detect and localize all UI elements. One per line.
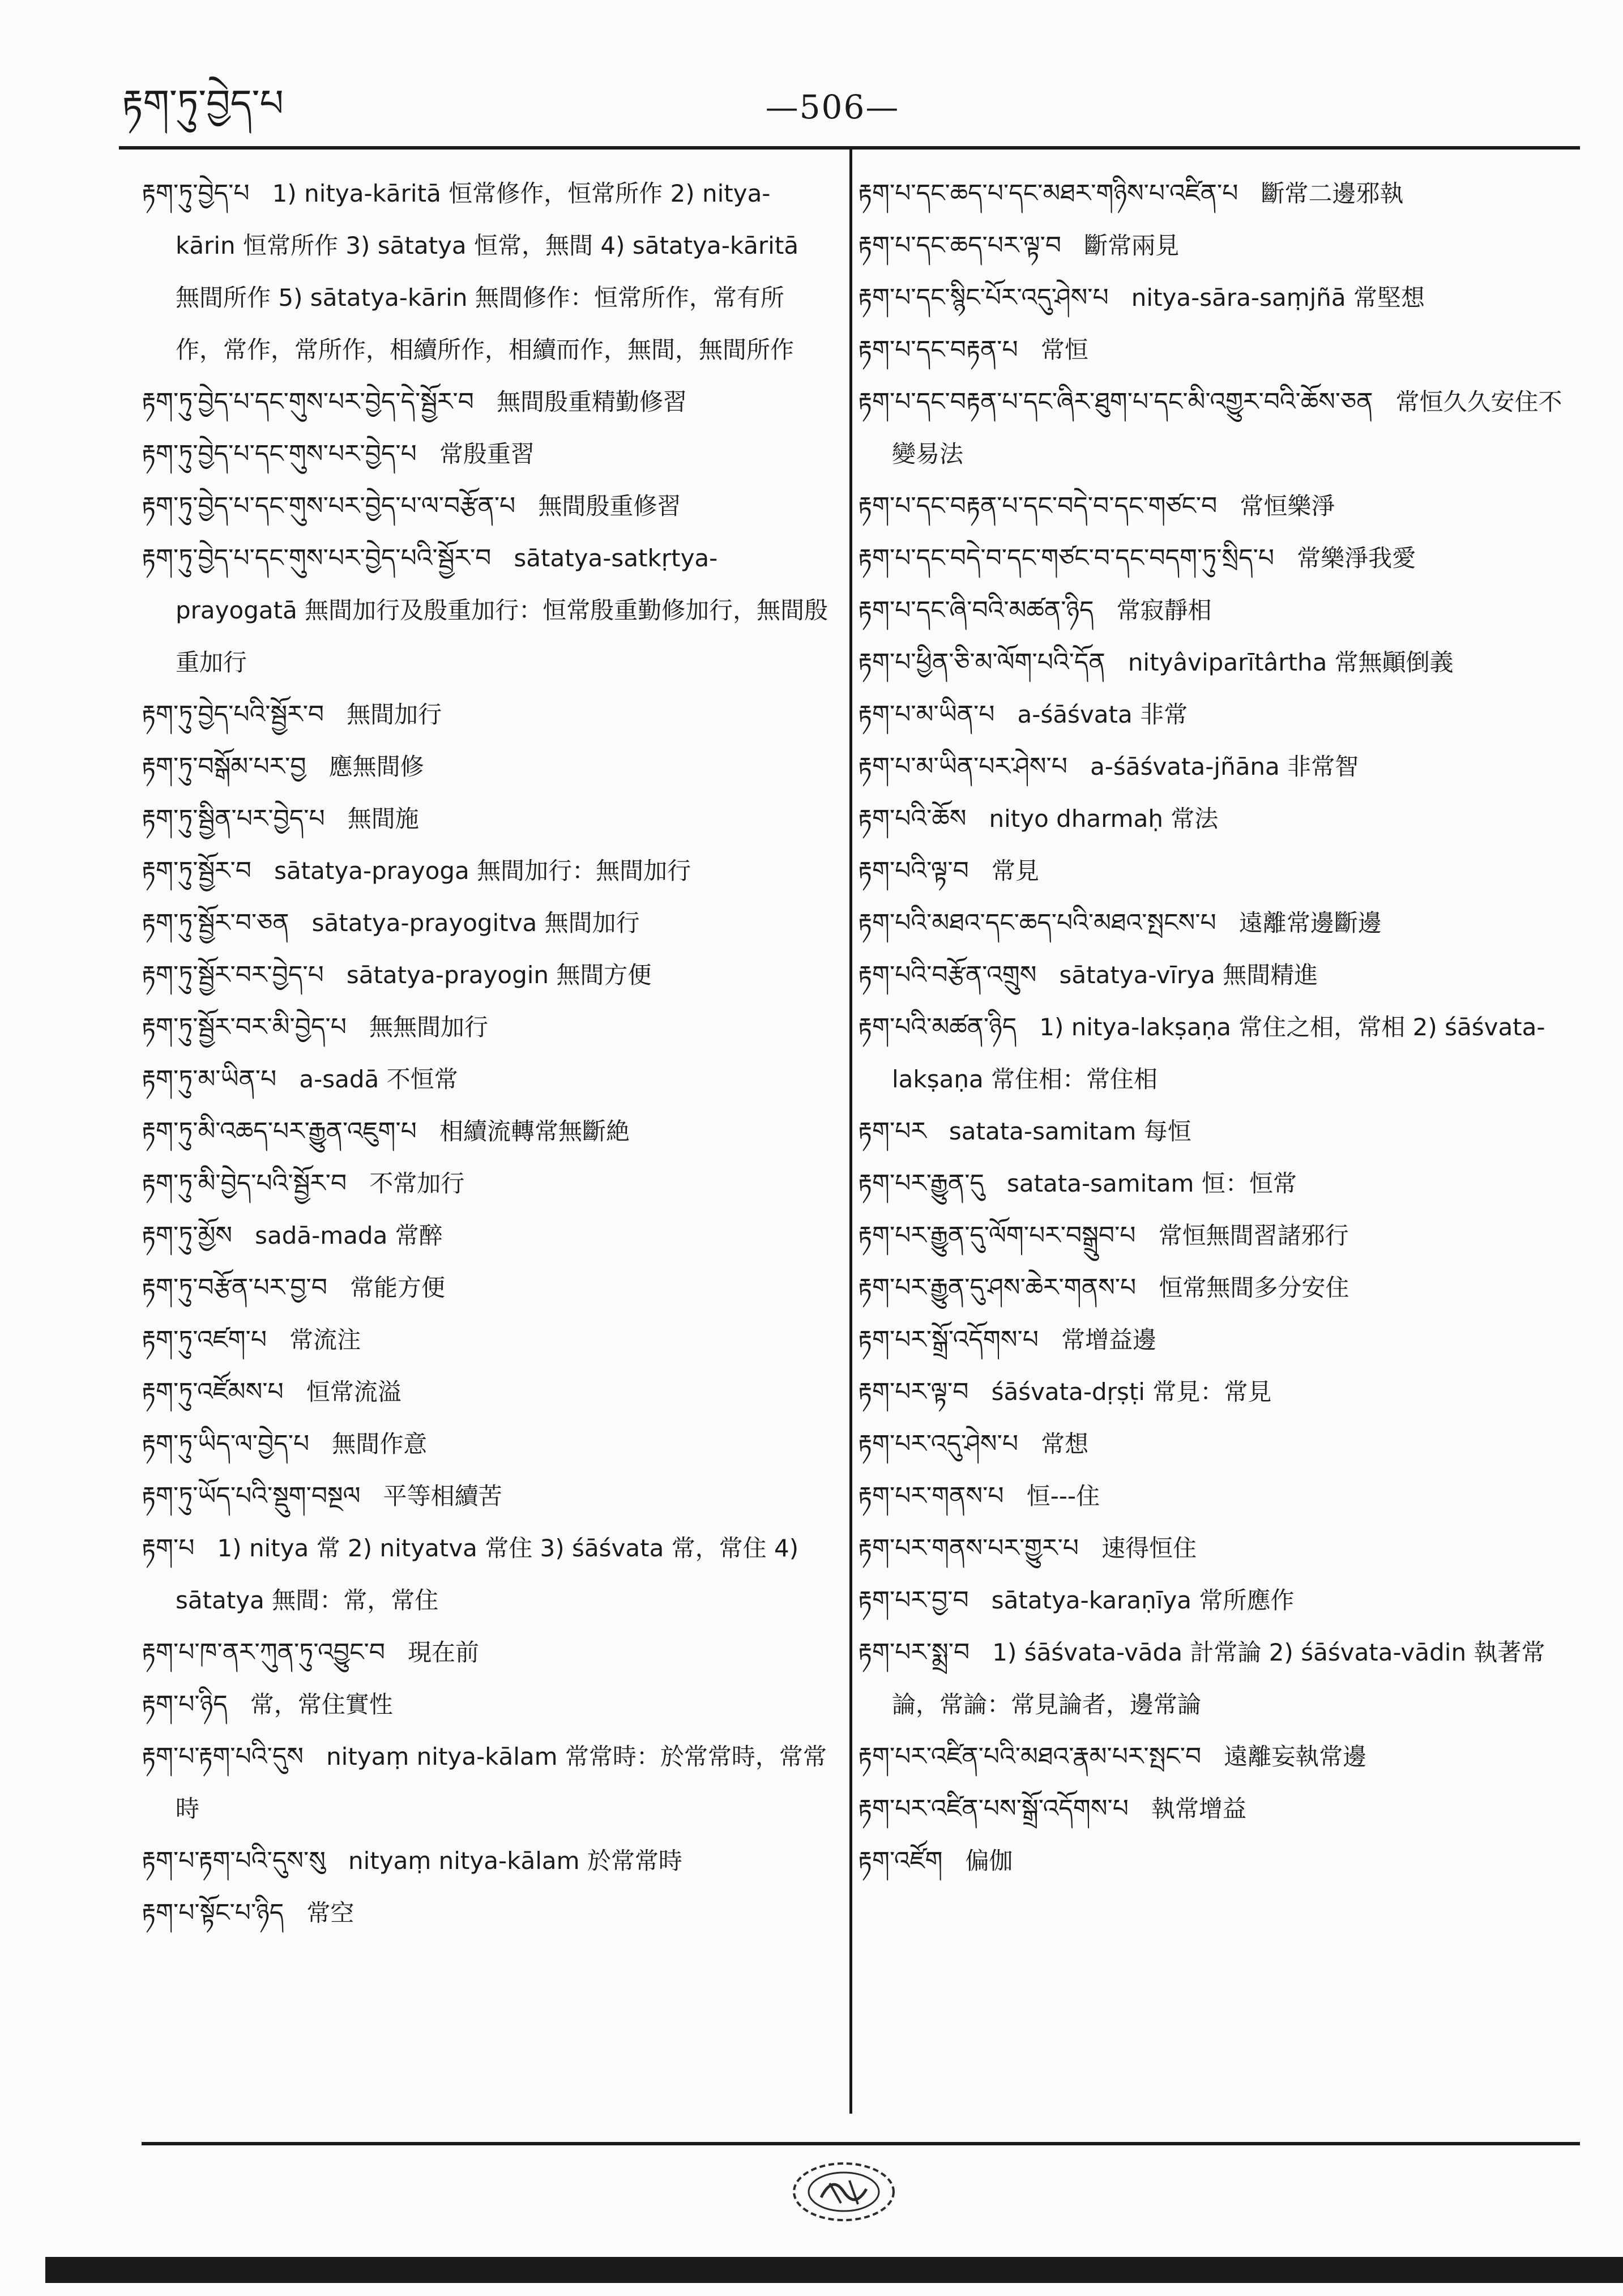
dictionary-entry — [858, 897, 1580, 949]
dictionary-entry — [858, 1366, 1580, 1418]
entry-definition: 恒常流溢 — [306, 1378, 402, 1406]
entry-term: རྟག་ཏུ་བྱེད་པ་དང་གུས་པར་བྱེད་དེ་སྦྱོར་བ — [142, 387, 474, 416]
entry-definition: 無間施 — [347, 805, 419, 833]
dictionary-entry — [858, 793, 1580, 845]
dictionary-entry — [142, 376, 830, 428]
entry-definition: 常寂靜相 — [1116, 596, 1212, 624]
entry-definition: a-śāśvata-jñāna 非常智 — [1090, 753, 1359, 780]
entry-definition: 常，常住實性 — [250, 1691, 393, 1718]
entry-definition: 執常增益 — [1151, 1795, 1247, 1823]
dictionary-entry — [142, 1210, 830, 1262]
column-divider — [849, 148, 852, 2114]
entry-term: རྟག་པ་རྟག་པའི་དུས — [142, 1742, 304, 1771]
entry-definition: nityaṃ nitya-kālam 常常時：於常常時，常常時 — [176, 1743, 827, 1823]
entry-term: རྟག་ཏུ་བྱེད་པ་དང་གུས་པར་བྱེད་པ་ལ་བརྩོན་པ — [142, 492, 516, 520]
entry-term: རྟག་པ་རྟག་པའི་དུས་སུ — [142, 1846, 326, 1875]
entry-term: རྟག་འཛོག — [858, 1846, 943, 1875]
dictionary-entry — [142, 689, 830, 741]
entry-definition: 1) nitya 常 2) nityatva 常住 3) śāśvata 常，常住 4) sātatya 無間：常，常住 — [176, 1534, 806, 1614]
running-head: རྟག་ཏུ་བྱེད་པ — [122, 82, 284, 125]
page-number: —506— — [765, 88, 900, 126]
dictionary-entry — [858, 1783, 1580, 1835]
bottom-scan-band — [45, 2257, 1623, 2283]
entry-term: རྟག་ཏུ་མྱོས — [142, 1221, 233, 1250]
entry-term: རྟག་པར་སྨྲ་བ — [858, 1638, 970, 1667]
entry-definition: sātatya-vīrya 無間精進 — [1059, 961, 1318, 989]
entry-definition: 無間殷重修習 — [538, 492, 681, 520]
entry-term: རྟག་པ་ཉིད — [142, 1690, 228, 1719]
entry-term: རྟག་པ་སྟོང་པ་ཉིད — [142, 1898, 284, 1927]
entry-term: རྟག་པ་དང་ཆད་པ་དང་མཐར་གཉིས་པ་འཛིན་པ — [858, 179, 1238, 208]
entry-term: རྟག་པར — [858, 1117, 926, 1146]
entry-definition: a-sadā 不恒常 — [299, 1065, 458, 1093]
entry-definition: 常想 — [1041, 1430, 1089, 1458]
dictionary-entry — [142, 1835, 830, 1887]
dictionary-entry — [142, 532, 830, 689]
entry-definition: 常恒樂淨 — [1240, 492, 1335, 520]
dictionary-entry — [142, 897, 830, 949]
entry-term: རྟག་པ་དང་བདེ་བ་དང་གཙང་བ་དང་བདག་ཏུ་སྲིད་པ — [858, 544, 1275, 573]
entry-definition: 斷常兩見 — [1084, 232, 1180, 259]
dictionary-entry — [142, 1418, 830, 1470]
entry-definition: sātatya-prayogin 無間方便 — [346, 961, 652, 989]
entry-definition: 1) śāśvata-vāda 計常論 2) śāśvata-vādin 執著常論，常論：常見論者，邊常論 — [892, 1638, 1545, 1718]
dictionary-entry — [858, 168, 1580, 220]
entry-definition: 常能方便 — [350, 1274, 446, 1301]
entry-definition: 常樂淨我愛 — [1297, 544, 1416, 572]
entry-definition: 遠離常邊斷邊 — [1238, 909, 1382, 937]
dictionary-entry — [858, 689, 1580, 741]
entry-definition: 速得恒住 — [1101, 1534, 1197, 1562]
entry-definition: nityo dharmaḥ 常法 — [989, 805, 1219, 833]
entry-definition: nityâviparītârtha 常無顚倒義 — [1127, 648, 1454, 676]
dictionary-entry — [858, 1418, 1580, 1470]
dictionary-entry — [142, 1314, 830, 1366]
entry-definition: satata-samitam 每恒 — [949, 1117, 1191, 1145]
entry-term: རྟག་པ་དང་ཞི་བའི་མཚན་ཉིད — [858, 596, 1094, 625]
entry-definition: 相續流轉常無斷絶 — [439, 1117, 630, 1145]
entry-definition: śāśvata-dṛṣṭi 常見：常見 — [991, 1378, 1272, 1406]
dictionary-entry — [142, 793, 830, 845]
dictionary-entry — [142, 1053, 830, 1106]
dictionary-entry — [858, 376, 1580, 480]
entry-term: རྟག་ཏུ་སྦྱོར་བ་ཅན — [142, 908, 289, 937]
entry-term: རྟག་པར་གནས་པ — [858, 1482, 1004, 1510]
entry-term: རྟག་པ་མ་ཡིན་པ — [858, 700, 995, 729]
dictionary-entry — [858, 1731, 1580, 1783]
dictionary-entry — [858, 637, 1580, 689]
entry-term: རྟག་ཏུ་ཡོད་པའི་སྡུག་བསྔལ — [142, 1482, 361, 1510]
entry-definition: 常增益邊 — [1061, 1326, 1157, 1354]
entry-definition: sātatya-prayogitva 無間加行 — [311, 909, 640, 937]
entry-term: རྟག་ཏུ་བྱེད་པ་དང་གུས་པར་བྱེད་པ — [142, 439, 417, 468]
dictionary-entry — [858, 1314, 1580, 1366]
dictionary-entry — [142, 1366, 830, 1418]
dictionary-entry — [142, 1522, 830, 1627]
dictionary-entry — [142, 1158, 830, 1210]
entry-term: རྟག་པའི་ཆོས — [858, 804, 967, 833]
entry-term: རྟག་པར་འཛིན་པས་སྒྲོ་འདོགས་པ — [858, 1794, 1129, 1823]
entry-term: རྟག་ཏུ་སྦྱོར་བ — [142, 856, 251, 885]
entry-term: རྟག་པ་དང་ཆད་པར་ལྟ་བ — [858, 231, 1062, 260]
dictionary-entry — [858, 1210, 1580, 1262]
entry-definition: 恒常無間多分安住 — [1159, 1274, 1349, 1301]
entry-term: རྟག་ཏུ་བྱེད་པ་དང་གུས་པར་བྱེད་པའི་སྦྱོར་བ — [142, 544, 492, 573]
entry-definition: 恒---住 — [1026, 1482, 1100, 1510]
entry-definition: 無無間加行 — [369, 1013, 488, 1041]
dictionary-entry — [858, 1522, 1580, 1574]
dictionary-entry — [142, 1001, 830, 1053]
dictionary-entry — [858, 584, 1580, 637]
dictionary-entry — [142, 1106, 830, 1158]
entry-term: རྟག་ཏུ་བྱེད་པ — [142, 179, 250, 208]
dictionary-entry — [858, 1106, 1580, 1158]
entry-definition: 1) nitya-kāritā 恒常修作，恒常所作 2) nitya-kārin 恒常所作 3) sātatya 恒常，無間 4) sātatya-kāritā 無間所作 5) sātatya-kārin 無間修作：恒常所作，常有所作，常作，常所作，相續所作，相續而作，無間，無間所作 — [176, 180, 806, 364]
entry-term: རྟག་པར་བྱ་བ — [858, 1586, 969, 1615]
entry-definition: sātatya-satkṛtya-prayogatā 無間加行及殷重加行：恒常殷重勤修加行，無間殷重加行 — [176, 544, 828, 676]
bottom-rule — [142, 2142, 1580, 2145]
entry-term: རྟག་ཏུ་སྦྱོར་བར་བྱེད་པ — [142, 961, 324, 989]
entry-definition: sadā-mada 常醉 — [255, 1222, 443, 1249]
entry-term: རྟག་པ་དང་བརྟན་པ་དང་ཞིར་ཐུག་པ་དང་མི་འགྱུར་བའི་ཆོས་ཅན — [858, 387, 1373, 416]
entry-term: རྟག་པ་དང་བརྟན་པ — [858, 335, 1018, 364]
dictionary-entry — [858, 1835, 1580, 1887]
entry-definition: 常恒無間習諸邪行 — [1158, 1222, 1349, 1249]
entry-definition: sātatya-prayoga 無間加行：無間加行 — [274, 857, 691, 885]
entry-definition: 常殷重習 — [439, 440, 535, 468]
dictionary-entry — [858, 480, 1580, 532]
entry-term: རྟག་པར་གནས་པར་གྱུར་པ — [858, 1534, 1079, 1563]
entry-term: རྟག་ཏུ་སྦྱོར་བར་མི་བྱེད་པ — [142, 1013, 347, 1042]
left-column — [142, 168, 830, 1939]
entry-definition: nityaṃ nitya-kālam 於常常時 — [348, 1847, 682, 1875]
entry-definition: 現在前 — [408, 1638, 480, 1666]
entry-term: རྟག་པ་དང་བརྟན་པ་དང་བདེ་བ་དང་གཙང་བ — [858, 492, 1218, 520]
entry-term: རྟག་ཏུ་ཡིད་ལ་བྱེད་པ — [142, 1429, 310, 1458]
dictionary-entry — [142, 428, 830, 480]
dictionary-entry — [142, 1627, 830, 1679]
entry-term: རྟག་པར་རྒྱུན་དུ་ཤས་ཆེར་གནས་པ — [858, 1273, 1137, 1302]
dictionary-entry — [858, 1262, 1580, 1314]
entry-definition: nitya-sāra-saṃjñā 常堅想 — [1131, 284, 1425, 311]
dictionary-entry — [142, 1679, 830, 1731]
dictionary-entry — [858, 949, 1580, 1001]
entry-term: རྟག་པའི་མཚན་ཉིད — [858, 1013, 1017, 1042]
entry-definition: 無間殷重精勤修習 — [496, 388, 687, 416]
dictionary-entry — [142, 845, 830, 897]
dictionary-entry — [858, 272, 1580, 324]
entry-term: རྟག་པར་འཛིན་པའི་མཐའ་རྣམ་པར་སྤང་བ — [858, 1742, 1202, 1771]
dictionary-entry — [858, 845, 1580, 897]
entry-term: རྟག་པ་ཕྱིན་ཅི་མ་ལོག་པའི་དོན — [858, 648, 1105, 677]
entry-term: རྟག་པར་ལྟ་བ — [858, 1377, 969, 1406]
dictionary-entry — [142, 1731, 830, 1835]
entry-term: རྟག་པའི་མཐའ་དང་ཆད་པའི་མཐའ་སྤངས་པ — [858, 908, 1216, 937]
dictionary-entry — [858, 741, 1580, 793]
dictionary-entry — [142, 480, 830, 532]
entry-term: རྟག་པའི་བརྩོན་འགྲུས — [858, 961, 1037, 989]
dictionary-entry — [142, 1887, 830, 1939]
entry-term: རྟག་ཏུ་མི་བྱེད་པའི་སྦྱོར་བ — [142, 1169, 347, 1198]
entry-term: རྟག་ཏུ་འཛག་པ — [142, 1325, 267, 1354]
entry-term: རྟག་པ་མ་ཡིན་པར་ཤེས་པ — [858, 752, 1067, 781]
entry-definition: 平等相續苦 — [383, 1482, 502, 1510]
dictionary-entry — [142, 1470, 830, 1522]
entry-definition: 斷常二邊邪執 — [1261, 180, 1404, 207]
entry-definition: 不常加行 — [369, 1170, 465, 1197]
dictionary-entry — [858, 1574, 1580, 1627]
dictionary-entry — [858, 324, 1580, 376]
entry-term: རྟག་ཏུ་བསྒོམ་པར་བྱ — [142, 752, 306, 781]
entry-term: རྟག་ཏུ་མི་འཆད་པར་རྒྱུན་འཇུག་པ — [142, 1117, 417, 1146]
entry-definition: 偏伽 — [965, 1847, 1013, 1875]
entry-term: རྟག་པ་དང་སྙིང་པོར་འདུ་ཤེས་པ — [858, 283, 1109, 312]
dictionary-entry — [858, 1627, 1580, 1731]
entry-definition: sātatya-karaṇīya 常所應作 — [991, 1586, 1295, 1614]
entry-term: རྟག་པ་ཁ་ནར་ཀུན་ཏུ་འབྱུང་བ — [142, 1638, 385, 1667]
dictionary-entry — [858, 1470, 1580, 1522]
entry-term: རྟག་ཏུ་སྦྱིན་པར་བྱེད་པ — [142, 804, 325, 833]
dictionary-entry — [142, 741, 830, 793]
dictionary-entry — [858, 532, 1580, 584]
entry-definition: 無間作意 — [332, 1430, 428, 1458]
entry-term: རྟག་པར་འདུ་ཤེས་པ — [858, 1429, 1019, 1458]
entry-term: རྟག་ཏུ་བྱེད་པའི་སྦྱོར་བ — [142, 700, 324, 729]
entry-term: རྟག་པར་རྒྱུན་དུ་ལོག་པར་བསྒྲུབ་པ — [858, 1221, 1136, 1250]
entry-term: རྟག་པ — [142, 1534, 195, 1563]
entry-definition: satata-samitam 恒：恒常 — [1006, 1170, 1297, 1197]
entry-definition: 常見 — [991, 857, 1039, 885]
entry-definition: 常空 — [306, 1899, 355, 1927]
library-seal-stamp — [787, 2158, 900, 2226]
entry-definition: 常恒久久安住不變易法 — [892, 388, 1562, 468]
entry-term: རྟག་ཏུ་བརྩོན་པར་བྱ་བ — [142, 1273, 327, 1302]
entry-term: རྟག་པར་སྒྲོ་འདོགས་པ — [858, 1325, 1039, 1354]
entry-definition: 無間加行 — [347, 701, 442, 728]
dictionary-entry — [142, 1262, 830, 1314]
entry-definition: 1) nitya-lakṣaṇa 常住之相，常相 2) śāśvata-lakṣaṇa 常住相：常住相 — [892, 1013, 1545, 1093]
dictionary-entry — [858, 1001, 1580, 1106]
dictionary-entry — [858, 220, 1580, 272]
entry-definition: 應無間修 — [328, 753, 424, 780]
entry-term: རྟག་པའི་ལྟ་བ — [858, 856, 969, 885]
entry-term: རྟག་ཏུ་འཛོམས་པ — [142, 1377, 284, 1406]
entry-definition: 常恒 — [1040, 336, 1088, 364]
dictionary-entry — [858, 1158, 1580, 1210]
dictionary-entry — [142, 949, 830, 1001]
entry-definition: 常流注 — [289, 1326, 361, 1354]
dictionary-entry — [142, 168, 830, 376]
entry-definition: a-śāśvata 非常 — [1017, 701, 1188, 728]
entry-term: རྟག་ཏུ་མ་ཡིན་པ — [142, 1065, 277, 1094]
entry-definition: 遠離妄執常邊 — [1224, 1743, 1367, 1770]
entry-term: རྟག་པར་རྒྱུན་དུ — [858, 1169, 984, 1198]
right-column — [858, 168, 1580, 1887]
